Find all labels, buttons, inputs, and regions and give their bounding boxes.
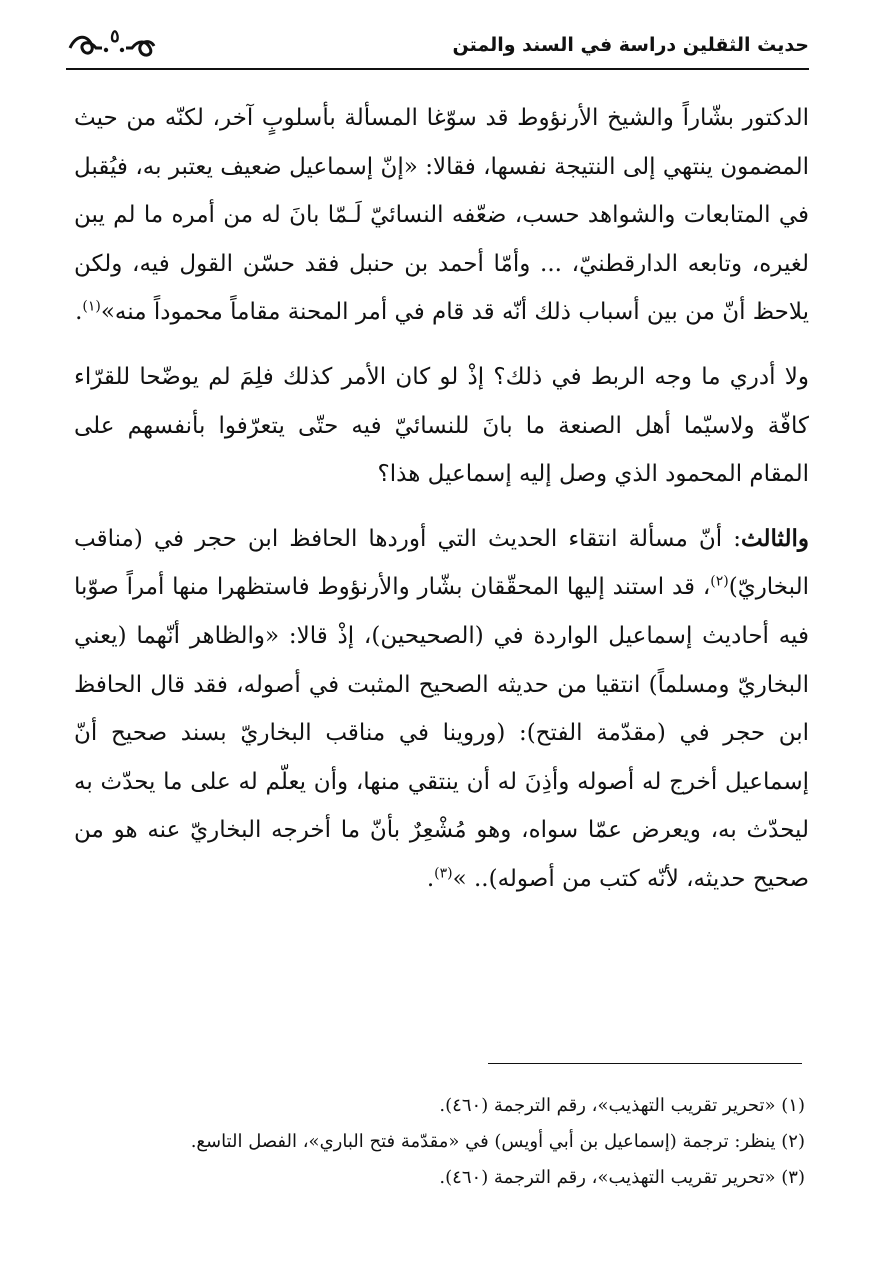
paragraph-3-end: . xyxy=(426,865,435,892)
footnote-ref-3[interactable]: (٣) xyxy=(434,865,453,882)
running-header xyxy=(66,26,809,66)
paragraph-3-lead: والثالث xyxy=(740,524,809,552)
paragraph-3 xyxy=(74,515,809,904)
footnote-ref-1[interactable]: (١) xyxy=(82,298,101,315)
footnote-ref-2[interactable]: (٢) xyxy=(710,573,729,590)
footnote-2: (٢) ينظر: ترجمة (إسماعيل بن أبي أويس) في «مقدّمة فتح الباري»، الفصل التاسع. xyxy=(190,1131,805,1152)
running-title: حديث الثقلين دراسة في السند والمتن xyxy=(452,34,809,56)
page-number: ٥ xyxy=(110,26,120,47)
paragraph-2-text: ولا أدري ما وجه الربط في ذلك؟ إذْ لو كان الأمر كذلك فلِمَ لم يوضّحا للقرّاء كافّة ولاسيّما أهل الصنعة ما بانَ للنسائيّ فيه حتّى يتعرّفوا بأنفسهم على المقام المحمود الذي وصل إليه إسماعيل هذا؟ xyxy=(74,363,809,488)
paragraph-1 xyxy=(74,94,809,337)
paragraph-1-text: الدكتور بشّاراً والشيخ الأرنؤوط قد سوّغا المسألة بأسلوبٍ آخر، لكنّه من حيث المضمون ينتهي إلى النتيجة نفسها، فقالا: «إنّ إسماعيل ضعيف يعتبر به، فيُقبل في المتابعات والشواهد حسب، ضعّفه النسائيّ لَـمّا بانَ له من أمره ما لم يبن لغيره، وتابعه الدارقطنيّ، ... وأمّا أحمد بن حنبل فقد حسّن القول فيه، ولكن يلاحظ أنّ من بين أسباب ذلك أنّه قد قام في أمر المحنة مقاماً محموداً منه» xyxy=(74,105,809,326)
main-text xyxy=(74,94,809,904)
footnotes xyxy=(100,1088,805,1196)
footnote-divider xyxy=(488,1063,802,1064)
footnote-3: (٣) «تحرير تقريب التهذيب»، رقم الترجمة (٤٦٠). xyxy=(439,1167,805,1188)
paragraph-3-text-a: : أنّ مسألة انتقاء الحديث التي أوردها الحافظ ابن حجر في (مناقب البخاريّ) xyxy=(74,525,809,601)
paragraph-2 xyxy=(74,353,809,499)
paragraph-3-text-b: ، قد استند إليها المحقّقان بشّار والأرنؤوط فاستظهرا منها أمراً صوّبا فيه أحاديث إسماعيل الواردة في (الصحيحين)، إذْ قالا: «والظاهر أنّهما (يعني البخاريّ ومسلماً) انتقيا من حديثه الصحيح المثبت في أصوله، فقد قال الحافظ ابن حجر في (مقدّمة الفتح): (وروينا في مناقب البخاريّ بسند صحيح أنّ إسماعيل أخرج له أصوله وأذِنَ له أن ينتقي منها، وأن يعلّم له على ما يحدّث به ليحدّث به، ويعرض عمّا سواه، وهو مُشْعِرٌ بأنّ ما أخرجه البخاريّ عنه هو من صحيح حديثه، لأنّه كتب من أصوله).. » xyxy=(74,574,809,892)
paragraph-1-end: . xyxy=(75,299,83,326)
header-divider xyxy=(66,68,809,70)
footnote-1: (١) «تحرير تقريب التهذيب»، رقم الترجمة (٤٦٠). xyxy=(439,1095,805,1116)
